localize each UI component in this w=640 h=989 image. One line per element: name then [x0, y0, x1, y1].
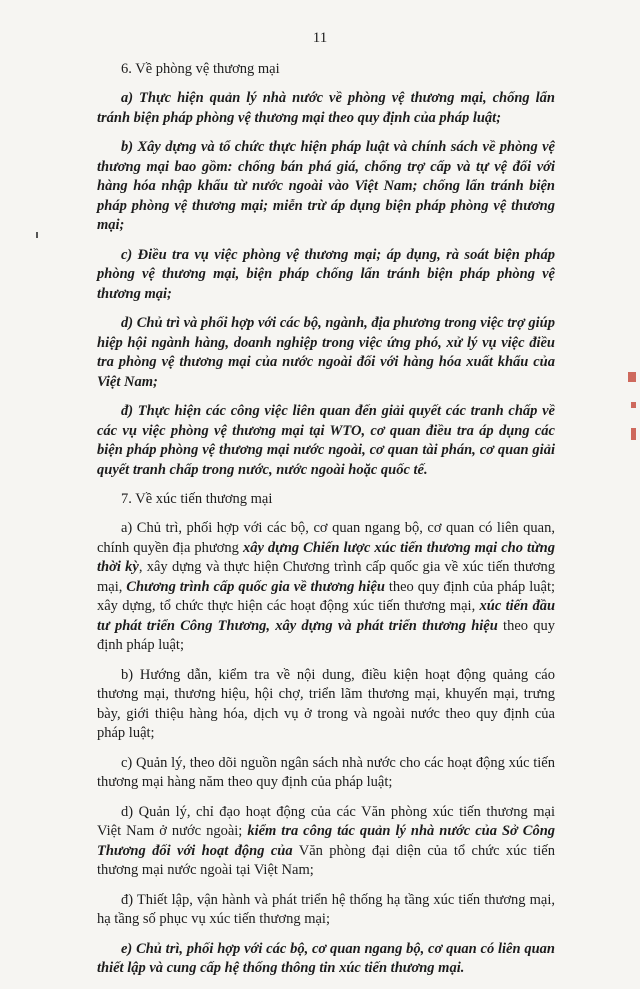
text-segment: theo quy định pháp luật;	[97, 617, 555, 653]
section-7-item-b: b) Hướng dẫn, kiểm tra về nội dung, điều kiện hoạt động quảng cáo thương mại, thương hiệu, hội chợ, triển lãm thương mại, khuyến mại, trưng bày, giới thiệu hàng hóa, dịch vụ ở trong và ngoài nước theo quy định của pháp luật;	[97, 666, 555, 741]
document-body	[97, 60, 555, 989]
emphasis-segment: xây dựng Chiến lược xúc tiến thương mại cho từng thời kỳ	[97, 539, 555, 575]
emphasis-segment: Chương trình cấp quốc gia về thương hiệu	[126, 578, 385, 595]
section-6-item-a: a) Thực hiện quản lý nhà nước về phòng vệ thương mại, chống lẩn tránh biện pháp phòng vệ thương mại theo quy định của pháp luật;	[97, 90, 555, 126]
margin-mark	[36, 232, 38, 238]
red-margin-stamp	[631, 402, 636, 408]
section-7-item-c: c) Quản lý, theo dõi nguồn ngân sách nhà nước cho các hoạt động xúc tiến thương mại hàng năm theo quy định của pháp luật;	[97, 754, 555, 790]
emphasis-segment: kiểm tra công tác quản lý nhà nước của Sở Công Thương đối với hoạt động của	[97, 823, 556, 859]
section-6-item-dd: đ) Thực hiện các công việc liên quan đến giải quyết các tranh chấp về các vụ việc phòng vệ thương mại tại WTO, cơ quan điều tra áp dụng các biện pháp phòng vệ thương mại nước ngoài, cơ quan tài phán, cơ quan giải quyết tranh chấp trong nước, nước ngoài hoặc quốc tế.	[97, 403, 555, 478]
section-7-item-dd: đ) Thiết lập, vận hành và phát triển hệ thống hạ tầng xúc tiến thương mại, hạ tầng số phục vụ xúc tiến thương mại;	[97, 891, 555, 927]
page-number: 11	[312, 30, 328, 46]
section-6-item-c: c) Điều tra vụ việc phòng vệ thương mại; áp dụng, rà soát biện pháp phòng vệ thương mại, biện pháp chống lẩn tránh biện pháp phòng vệ thương mại;	[97, 246, 555, 302]
section-7-item-a	[97, 519, 555, 656]
text-segment: theo quy định của pháp luật; xây dựng, tổ chức thực hiện các hoạt động xúc tiến thương mại,	[97, 578, 556, 614]
text-segment: d) Quản lý, chỉ đạo hoạt động của các Văn phòng xúc tiến thương mại Việt Nam ở nước ngoài;	[97, 803, 555, 839]
red-margin-stamp	[628, 372, 636, 382]
section-7-heading: 7. Về xúc tiến thương mại	[121, 491, 273, 507]
section-7-item-d	[97, 803, 555, 881]
text-segment: , xây dựng và thực hiện Chương trình cấp quốc gia về xúc tiến thương mại,	[97, 559, 555, 595]
red-margin-stamp	[631, 428, 636, 440]
section-6-item-d: d) Chủ trì và phối hợp với các bộ, ngành, địa phương trong việc trợ giúp hiệp hội ngành hàng, doanh nghiệp trong việc ứng phó, xử lý vụ việc điều tra phòng vệ thương mại của nước ngoài đối với hàng hóa xuất khẩu của Việt Nam;	[97, 315, 555, 390]
section-6-item-b: b) Xây dựng và tổ chức thực hiện pháp luật và chính sách về phòng vệ thương mại bao gồm: chống bán phá giá, chống trợ cấp và tự vệ đối với hàng hóa nhập khẩu từ nước ngoài vào Việt Nam; chống lẩn tránh biện pháp phòng vệ thương mại; miễn trừ áp dụng biện pháp phòng vệ thương mại;	[97, 139, 555, 233]
text-segment: a) Chủ trì, phối hợp với các bộ, cơ quan ngang bộ, cơ quan có liên quan, chính quyền địa phương	[97, 520, 555, 556]
section-6-heading: 6. Về phòng vệ thương mại	[121, 61, 280, 77]
emphasis-segment: xúc tiến đầu tư phát triển Công Thương, xây dựng và phát triển thương hiệu	[97, 598, 556, 634]
section-7-item-e: e) Chủ trì, phối hợp với các bộ, cơ quan ngang bộ, cơ quan có liên quan thiết lập và cung cấp hệ thống thông tin xúc tiến thương mại.	[97, 940, 555, 976]
text-segment: Văn phòng đại diện của tổ chức xúc tiến thương mại nước ngoài tại Việt Nam;	[97, 842, 555, 878]
